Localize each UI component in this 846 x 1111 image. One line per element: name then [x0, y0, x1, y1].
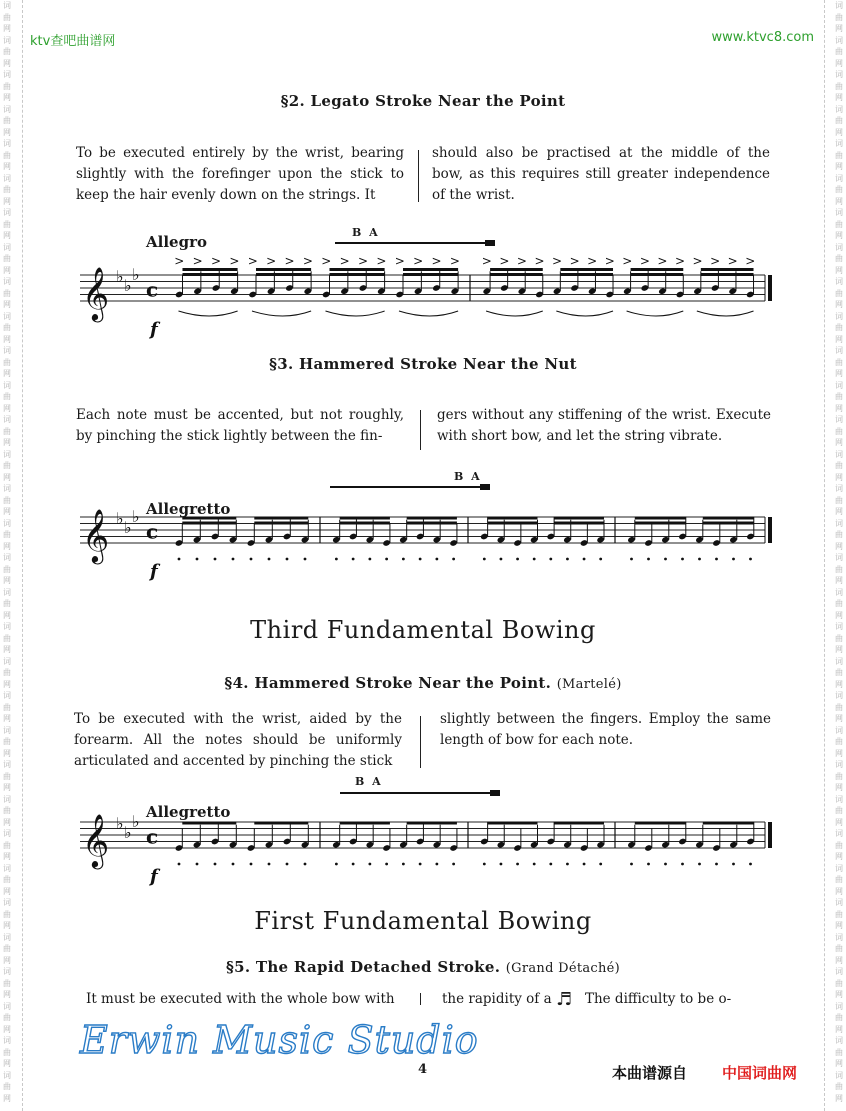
accent-mark: >: [357, 254, 368, 268]
section-right-text: slightly between the fingers. Employ the same length of bow for each note.: [440, 711, 771, 748]
staccato-dot: [698, 863, 701, 866]
slur: [325, 311, 384, 316]
section-title: §3. Hammered Stroke Near the Nut: [269, 355, 577, 373]
staccato-dot: [516, 558, 519, 561]
left-margin-watermark: 词 曲 网 词 曲 网 词 曲 网 词 曲 网 词 曲 网 词 曲 网 词 曲 网 词 曲 网 词 曲 网 词 曲 网 词 曲 网 词 曲 网 词 曲 网 词 曲 网 词 曲 网 词 曲 网 词 曲 网 词 曲 网 词 曲 网 词 曲 网 词 曲 网 词 曲 网 词 曲 网 词 曲 网 词 曲 网 词 曲 网 词 曲 网 词 曲 网 词 曲 网 词 曲 网 词 曲 网 词 曲 网: [3, 1, 11, 1103]
staccato-dot: [698, 558, 701, 561]
section-title: §4. Hammered Stroke Near the Point. (Martelé): [224, 674, 622, 692]
staccato-dot: [533, 863, 536, 866]
accent-mark: >: [339, 254, 350, 268]
music-staff: [60, 475, 780, 585]
accent-mark: >: [210, 254, 221, 268]
left-border-line: [22, 0, 23, 1111]
staccato-dot: [250, 863, 253, 866]
staccato-dot: [268, 558, 271, 561]
staccato-dot: [352, 863, 355, 866]
staccato-dot: [335, 558, 338, 561]
accent-mark: >: [394, 254, 405, 268]
final-barline: [768, 275, 772, 301]
column-divider: [420, 410, 421, 450]
staccato-dot: [268, 863, 271, 866]
staccato-dot: [385, 558, 388, 561]
slur: [697, 311, 754, 316]
bow-label: B A: [355, 775, 383, 788]
staccato-dot: [647, 863, 650, 866]
page-number: 4: [418, 1062, 428, 1077]
staccato-dot: [533, 558, 536, 561]
section-right-text: should also be practised at the middle of the bow, as this requires still greater independence of the wrist.: [432, 145, 770, 203]
slur: [486, 311, 543, 316]
accent-mark: >: [516, 254, 527, 268]
section-left-text: Each note must be accented, but not roughly, by pinching the stick lightly between the fin-: [76, 407, 404, 444]
accent-mark: >: [674, 254, 686, 268]
accent-mark: >: [534, 254, 545, 268]
music-staff: [60, 780, 780, 890]
music-staff: [60, 235, 780, 345]
flat-icon: ♭: [124, 275, 132, 295]
section-title: §2. Legato Stroke Near the Point: [280, 92, 566, 110]
staccato-dot: [749, 863, 752, 866]
staccato-dot: [749, 558, 752, 561]
section-left-text: To be executed with the wrist, aided by the forearm. All the notes should be uniformly articulated and accented by pinching the stick: [74, 711, 402, 769]
slur: [627, 311, 684, 316]
accent-mark: >: [499, 254, 510, 268]
treble-clef-icon: 𝄞: [82, 266, 110, 320]
section-left-text: It must be executed with the whole bow with: [86, 991, 395, 1007]
common-time-icon: c: [146, 277, 159, 302]
staccato-dot: [483, 558, 486, 561]
section-right-text: the rapidity of a ♬ The difficulty to be o-: [442, 989, 732, 1010]
accent-mark: >: [266, 254, 277, 268]
flat-icon: ♭: [116, 814, 124, 833]
staccato-dot: [681, 558, 684, 561]
section-right-text: gers without any stiffening of the wrist. Execute with short bow, and let the string vibrate.: [437, 407, 771, 444]
staccato-dot: [419, 558, 422, 561]
staccato-dot: [583, 863, 586, 866]
header-url-link[interactable]: www.ktvc8.com: [711, 30, 814, 45]
accent-mark: >: [481, 254, 492, 268]
staccato-dot: [516, 863, 519, 866]
bow-frog: [480, 484, 490, 490]
staccato-dot: [419, 863, 422, 866]
bow-frog: [485, 240, 495, 246]
flat-icon: ♭: [116, 509, 124, 528]
source-label: 本曲谱源自: [612, 1064, 688, 1082]
accent-mark: >: [192, 254, 203, 268]
right-margin-watermark: 词 曲 网 词 曲 网 词 曲 网 词 曲 网 词 曲 网 词 曲 网 词 曲 网 词 曲 网 词 曲 网 词 曲 网 词 曲 网 词 曲 网 词 曲 网 词 曲 网 词 曲 网 词 曲 网 词 曲 网 词 曲 网 词 曲 网 词 曲 网 词 曲 网 词 曲 网 词 曲 网 词 曲 网 词 曲 网 词 曲 网 词 曲 网 词 曲 网 词 曲 网 词 曲 网 词 曲 网 词 曲 网: [835, 1, 843, 1103]
accent-mark: >: [622, 254, 633, 268]
staccato-dot: [483, 863, 486, 866]
staccato-dot: [178, 558, 181, 561]
tempo-marking: Allegretto: [146, 803, 231, 821]
staccato-dot: [368, 863, 371, 866]
staccato-dot: [250, 558, 253, 561]
staccato-dot: [566, 863, 569, 866]
fundamental-bowing-heading: First Fundamental Bowing: [254, 907, 592, 935]
staccato-dot: [500, 863, 503, 866]
staccato-dot: [630, 863, 633, 866]
accent-mark: >: [692, 254, 703, 268]
dynamic-marking: f: [150, 561, 158, 582]
header-site-link[interactable]: ktv查吧曲谱网: [30, 34, 116, 49]
staccato-dot: [664, 863, 667, 866]
flat-icon: ♭: [116, 267, 124, 286]
accent-mark: >: [745, 254, 756, 268]
staccato-dot: [385, 863, 388, 866]
bow-label: B A: [454, 470, 482, 483]
accent-mark: >: [431, 254, 442, 268]
slur: [252, 311, 311, 316]
final-barline: [768, 517, 772, 543]
accent-mark: >: [229, 254, 240, 268]
accent-mark: >: [302, 254, 313, 268]
column-divider: [420, 716, 421, 768]
treble-clef-icon: 𝄞: [82, 508, 110, 562]
accent-mark: >: [552, 254, 563, 268]
staccato-dot: [732, 863, 735, 866]
bow-frog: [490, 790, 500, 796]
staccato-dot: [214, 863, 217, 866]
staccato-dot: [732, 558, 735, 561]
flat-icon: ♭: [132, 264, 140, 284]
staccato-dot: [286, 558, 289, 561]
column-divider: [420, 993, 421, 1005]
staccato-dot: [335, 863, 338, 866]
slur: [399, 311, 458, 316]
staccato-dot: [664, 558, 667, 561]
accent-mark: >: [727, 254, 738, 268]
staccato-dot: [214, 558, 217, 561]
fundamental-bowing-heading: Third Fundamental Bowing: [250, 616, 596, 644]
staccato-dot: [435, 558, 438, 561]
final-barline: [768, 822, 772, 848]
staccato-dot: [715, 558, 718, 561]
staccato-dot: [435, 863, 438, 866]
staccato-dot: [196, 558, 199, 561]
slur: [178, 311, 237, 316]
staccato-dot: [715, 863, 718, 866]
staccato-dot: [232, 863, 235, 866]
staccato-dot: [566, 558, 569, 561]
section-title: §5. The Rapid Detached Stroke. (Grand Détaché): [225, 958, 621, 976]
dynamic-marking: f: [150, 866, 158, 887]
studio-watermark-logo: Erwin Music Studio: [80, 1018, 479, 1062]
staccato-dot: [647, 558, 650, 561]
staccato-dot: [304, 863, 307, 866]
common-time-icon: c: [146, 824, 159, 849]
accent-mark: >: [710, 254, 721, 268]
accent-mark: >: [587, 254, 598, 268]
accent-mark: >: [376, 254, 387, 268]
flat-icon: ♭: [132, 811, 140, 831]
accent-mark: >: [449, 254, 460, 268]
staccato-dot: [286, 863, 289, 866]
staccato-dot: [630, 558, 633, 561]
staccato-dot: [402, 558, 405, 561]
sixteenth-note-icon: ♬: [555, 989, 573, 1010]
staccato-dot: [232, 558, 235, 561]
staccato-dot: [352, 558, 355, 561]
staccato-dot: [549, 558, 552, 561]
flat-icon: ♭: [124, 822, 132, 842]
treble-clef-icon: 𝄞: [82, 813, 110, 867]
staccato-dot: [599, 863, 602, 866]
staccato-dot: [549, 863, 552, 866]
bow-label: B A: [352, 226, 380, 239]
staccato-dot: [681, 863, 684, 866]
flat-icon: ♭: [124, 517, 132, 537]
staccato-dot: [500, 558, 503, 561]
right-border-line: [824, 0, 825, 1111]
accent-mark: >: [657, 254, 668, 268]
staccato-dot: [452, 863, 455, 866]
slur: [556, 311, 613, 316]
staccato-dot: [178, 863, 181, 866]
staccato-dot: [599, 558, 602, 561]
accent-mark: >: [604, 254, 615, 268]
staccato-dot: [368, 558, 371, 561]
accent-mark: >: [174, 254, 185, 268]
dynamic-marking: f: [150, 319, 158, 340]
source-site-link[interactable]: 中国词曲网: [722, 1064, 798, 1082]
staccato-dot: [304, 558, 307, 561]
staccato-dot: [196, 863, 199, 866]
staccato-dot: [402, 863, 405, 866]
staccato-dot: [452, 558, 455, 561]
section-left-text: To be executed entirely by the wrist, bearing slightly with the forefinger upon the stick to keep the hair evenly down on the strings. It: [76, 145, 404, 203]
accent-mark: >: [639, 254, 650, 268]
common-time-icon: c: [146, 519, 159, 544]
accent-mark: >: [413, 254, 424, 268]
tempo-marking: Allegro: [146, 233, 207, 251]
tempo-marking: Allegretto: [146, 500, 231, 518]
accent-mark: >: [321, 254, 332, 268]
flat-icon: ♭: [132, 506, 140, 526]
accent-mark: >: [284, 254, 295, 268]
column-divider: [418, 150, 419, 202]
accent-mark: >: [247, 254, 258, 268]
staccato-dot: [583, 558, 586, 561]
accent-mark: >: [569, 254, 580, 268]
